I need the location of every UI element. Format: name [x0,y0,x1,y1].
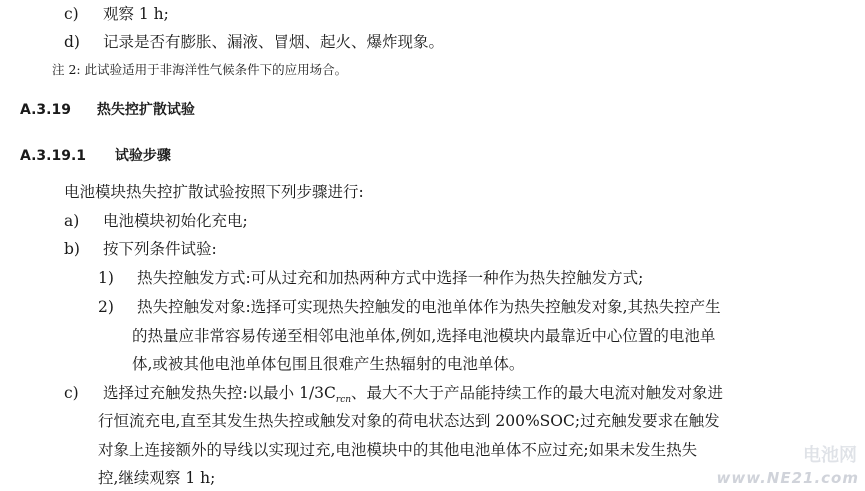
list-item-c-observe: c) 观察 1 h; [64,5,169,23]
sub-item-1: 1) 热失控触发方式:可从过充和加热两种方式中选择一种作为热失控触发方式; [98,269,644,287]
sub-item-2-cont-1: 的热量应非常容易传递至相邻电池单体,例如,选择电池模块内最靠近中心位置的电池单 [132,327,716,345]
sub-item-2: 2) 热失控触发对象:选择可实现热失控触发的电池单体作为热失控触发对象,其热失控产生 [98,298,721,316]
list-item-a: a) 电池模块初始化充电; [64,212,248,230]
section-heading-a3191: A.3.19.1 试验步骤 [20,148,171,164]
list-item-b: b) 按下列条件试验: [64,240,217,258]
intro-paragraph: 电池模块热失控扩散试验按照下列步骤进行: [64,183,364,201]
section-heading-a319: A.3.19 热失控扩散试验 [20,102,195,118]
watermark-logo: 电池网 [803,445,857,466]
list-item-c-overcharge: c) 选择过充触发热失控:以最小 $1/3C_{rcn}$、最大不大于产品能持续工作的最大电流对触发对象进 [64,384,724,406]
note-2: 注 2: 此试验适用于非海洋性气候条件下的应用场合。 [52,62,348,77]
list-item-c-cont-2: 对象上连接额外的导线以实现过充,电池模块中的其他电池单体不应过充;如果未发生热失 [98,441,698,459]
list-item-d-record: d) 记录是否有膨胀、漏液、冒烟、起火、爆炸现象。 [64,33,444,51]
sub-item-2-cont-2: 体,或被其他电池单体包围且很难产生热辐射的电池单体。 [132,355,525,373]
watermark-url: www.NE21.com [716,469,859,487]
list-item-c-cont-3: 控,继续观察 1 h; [98,469,216,487]
list-item-c-cont-1: 行恒流充电,直至其发生热失控或触发对象的荷电状态达到 200%SOC;过充触发要求在触发 [98,412,720,430]
